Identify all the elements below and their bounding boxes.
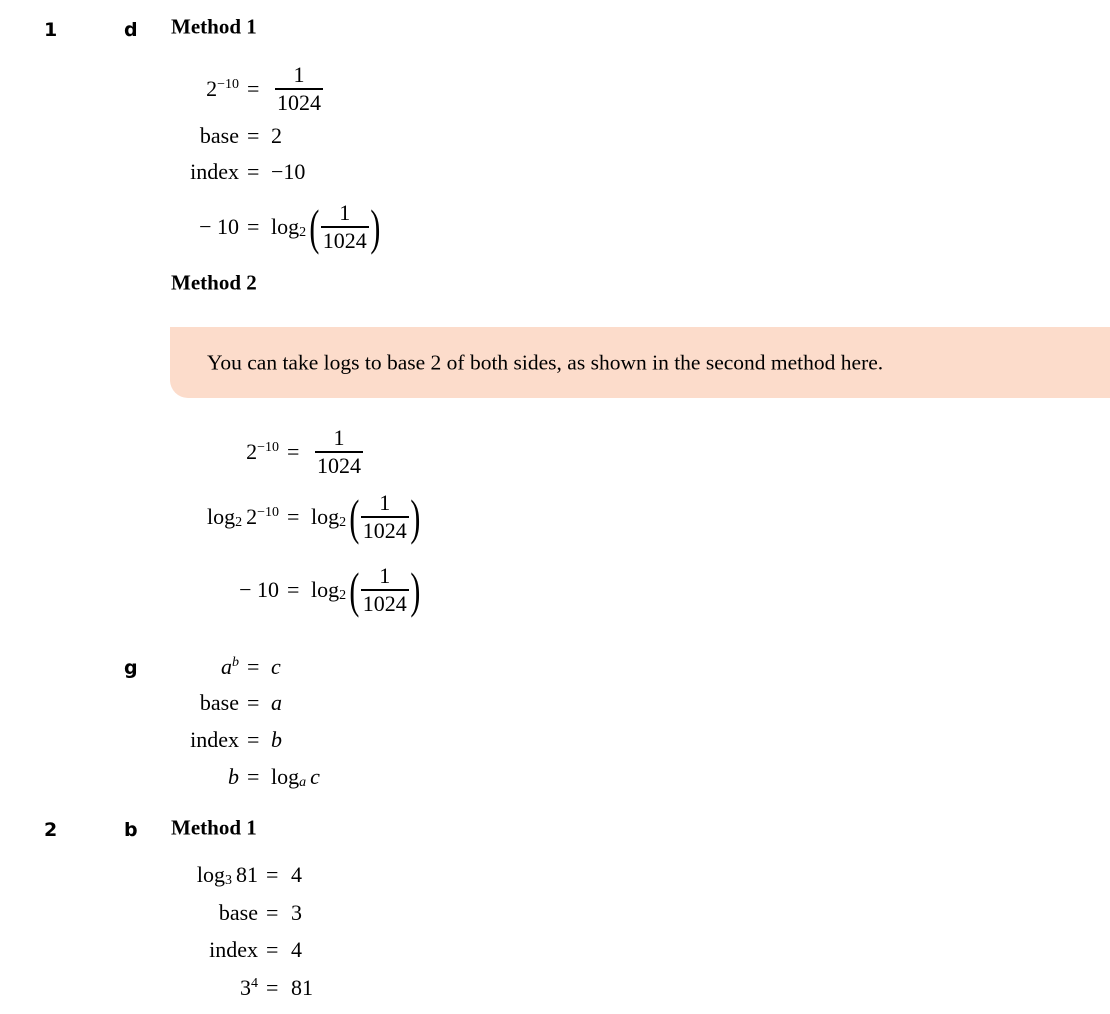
log-base: 2 — [235, 515, 243, 530]
question-number: 1 — [44, 19, 58, 41]
log-base: 2 — [339, 588, 347, 603]
term: b — [271, 727, 282, 752]
numerator: 1 — [333, 425, 345, 450]
equals-sign: = — [287, 439, 300, 464]
equals-sign: = — [247, 654, 260, 679]
term: c — [310, 764, 320, 789]
term: − 10 — [239, 577, 279, 602]
numerator: 1 — [339, 200, 351, 225]
method-heading: Method 2 — [171, 270, 257, 295]
term: base — [199, 123, 239, 148]
term: 81 — [236, 862, 258, 887]
fraction — [317, 425, 361, 479]
term: base — [218, 900, 258, 925]
equals-sign: = — [266, 862, 279, 887]
log-function: log — [196, 862, 225, 887]
term: 3 — [291, 900, 302, 925]
log-base: 2 — [339, 515, 347, 530]
log-base: 3 — [225, 873, 232, 888]
denominator: 1024 — [322, 228, 367, 253]
log-function: log — [206, 504, 236, 529]
log-base: a — [299, 775, 307, 790]
question-number: 2 — [44, 819, 58, 841]
term: 4 — [291, 862, 302, 887]
term: a — [221, 654, 232, 679]
exponent: −10 — [217, 77, 239, 92]
log-function: log — [271, 764, 300, 789]
term: 2 — [246, 439, 258, 464]
term: − 10 — [199, 214, 239, 239]
log-function: log — [311, 577, 340, 602]
term: 2 — [246, 504, 258, 529]
part-label: d — [124, 19, 138, 41]
term: 81 — [291, 975, 313, 1000]
term: index — [209, 937, 258, 962]
fraction — [363, 490, 407, 544]
equals-sign: = — [247, 159, 260, 184]
exponent: b — [232, 655, 239, 670]
tip-callout — [170, 327, 1110, 398]
method-heading: Method 1 — [171, 815, 257, 840]
term: b — [228, 764, 239, 789]
term: 2 — [206, 76, 218, 101]
term: −10 — [271, 159, 306, 184]
equals-sign: = — [247, 123, 260, 148]
denominator: 1024 — [317, 453, 361, 478]
equals-sign: = — [266, 975, 279, 1000]
exponent: −10 — [257, 505, 279, 520]
fraction — [323, 200, 367, 254]
tip-text: You can take logs to base 2 of both sides, as shown in the second method here. — [207, 350, 884, 374]
denominator: 1024 — [362, 591, 407, 616]
log-base: 2 — [299, 225, 307, 240]
method-heading: Method 1 — [171, 14, 257, 39]
numerator: 1 — [293, 62, 305, 87]
equals-sign: = — [287, 504, 300, 529]
fraction — [363, 563, 407, 617]
part-label: b — [124, 819, 138, 841]
term: c — [271, 654, 281, 679]
exponent: 4 — [251, 976, 258, 991]
numerator: 1 — [379, 490, 391, 515]
equals-sign: = — [247, 690, 260, 715]
term: index — [190, 159, 239, 184]
worked-solutions-page: 1 d Method 1 2 $^{-10}$ = $\frac{1}{1024}$ base = 2 index = −10 − 10 = log $_2$ ( $\frac{1}{1024}$ ) Method 2 You can take logs to base 2 of both sides, as shown in the second method here. 2 $^{-10}$ = $\frac{1}{1024}$ log $_2$ 2 $^{-10}$ = log $_2$ ( $\frac{1}{1024}$ ) − 10 = log $_2$ ( $\frac{1}{1024}$ ) g a $^b$ = c base = a index = b b = log $_a$ c 2 b Method 1 log $_3$ 81 = 4 base = 3 index = 4 3 $^4$ = 81 — [0, 0, 1110, 1014]
numerator: 1 — [379, 563, 391, 588]
fraction — [277, 62, 321, 116]
denominator: 1024 — [277, 90, 321, 115]
term: 2 — [271, 123, 282, 148]
term: 3 — [240, 975, 251, 1000]
equals-sign: = — [247, 214, 260, 239]
term: index — [190, 727, 239, 752]
log-function: log — [271, 214, 300, 239]
term: a — [271, 690, 282, 715]
equals-sign: = — [266, 937, 279, 962]
exponent: −10 — [257, 440, 279, 455]
log-function: log — [311, 504, 340, 529]
equals-sign: = — [247, 727, 260, 752]
denominator: 1024 — [362, 518, 407, 543]
equals-sign: = — [266, 900, 279, 925]
term: 4 — [291, 937, 302, 962]
part-label: g — [124, 657, 138, 679]
equals-sign: = — [287, 577, 300, 602]
term: base — [199, 690, 239, 715]
equals-sign: = — [247, 764, 260, 789]
equals-sign: = — [247, 76, 260, 101]
